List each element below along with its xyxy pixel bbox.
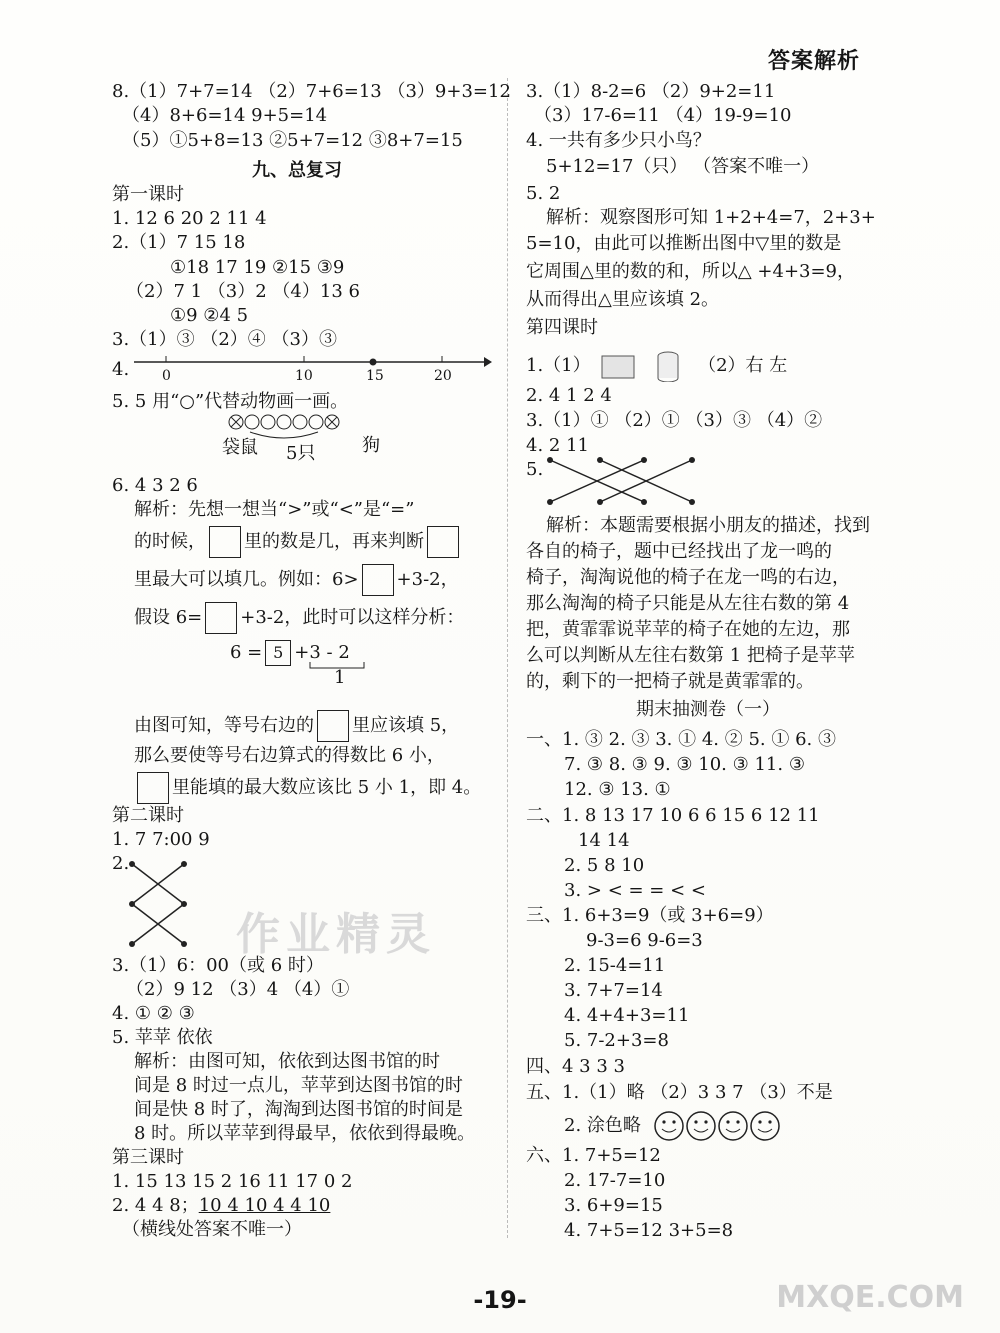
explanation-line (134, 526, 462, 558)
equation-result: 1 (334, 667, 346, 688)
answer-line: 5. 苹苹 依依 (112, 1027, 213, 1048)
lesson-heading: 第三课时 (112, 1147, 184, 1168)
answer-line: 4. 2 11 (526, 435, 589, 456)
section-title: 九、总复习 (252, 160, 342, 181)
explanation-line: 解析：本题需要根据小朋友的描述，找到 (546, 515, 870, 536)
smiley-faces (653, 1110, 793, 1142)
answer-line (526, 350, 787, 382)
blank-box (362, 564, 394, 596)
answer-line: 4. 一共有多少只小鸟？ (526, 130, 711, 151)
explanation-line: 么可以判断从左往右数第 1 把椅子是苹苹 (526, 645, 855, 666)
answer-line: 8.（1）7+7=14 （2）7+6=13 （3）9+3=12 (112, 81, 511, 102)
answer-line: 2. 15-4=11 (564, 955, 666, 976)
lesson-heading: 第二课时 (112, 805, 184, 826)
answer-line: 3.（1）8-2=6 （2）9+2=11 (526, 81, 776, 102)
answer-line: 4. 7+5=12 3+5=8 (564, 1220, 734, 1241)
explanation-line (134, 564, 459, 596)
explanation-line (134, 710, 459, 742)
text: 的时候， (134, 531, 206, 552)
text: 2. 4 4 8； (112, 1195, 199, 1216)
lesson-heading: 第四课时 (526, 317, 598, 338)
tick-label: 0 (162, 368, 171, 384)
answer-line (112, 1194, 330, 1218)
answer-line: 2. 4 1 2 4 (526, 385, 612, 406)
answer-line: 4. ① ② ③ (112, 1003, 195, 1024)
blank-box (209, 526, 241, 558)
column-divider (507, 78, 508, 1238)
text: 假设 6= (134, 607, 203, 628)
smiley-icon (655, 1112, 683, 1140)
explanation-line: 那么要使等号右边算式的得数比 6 小， (134, 745, 445, 766)
label-kangaroo: 袋鼠 (222, 437, 258, 458)
answer-line: 5+12=17（只） （答案不唯一） (546, 156, 820, 177)
cylinder-icon (658, 378, 678, 382)
answer-line: 2. 17-7=10 (564, 1170, 666, 1191)
blank-box (205, 602, 237, 634)
answer-line: 2.（1）7 15 18 (112, 232, 246, 253)
text: +3 - 2 (294, 642, 350, 663)
text: （2）右 左 (698, 355, 788, 376)
underlined-answers: 10 4 10 4 4 10 (198, 1195, 331, 1216)
text: 1.（1） (526, 355, 591, 376)
text: 2. 涂色略 (564, 1115, 641, 1136)
answer-line: 3.（1）③ （2）④ （3）③ (112, 329, 337, 350)
chair-matching-lines (544, 454, 704, 510)
smiley-icon (687, 1112, 715, 1140)
explanation-line: 解析：由图可知，依依到达图书馆的时 (134, 1051, 440, 1072)
answer-line: 14 14 (578, 830, 630, 851)
answer-box: 5 (265, 640, 291, 666)
label-count: 5只 (286, 443, 316, 464)
text: +3-2，此时可以这样分析： (240, 607, 465, 628)
page-number: -19- (473, 1286, 527, 1314)
answer-line: 2. 5 8 10 (564, 855, 645, 876)
explanation-line: 解析：观察图形可知 1+2+4=7，2+3+ (546, 207, 876, 228)
answer-line: 1. 15 13 15 2 16 11 17 0 2 (112, 1171, 353, 1192)
blank-box (137, 772, 169, 804)
explanation-line: 间是快 8 时了，淘淘到达图书馆的时间是 (134, 1099, 463, 1120)
answer-line: 9-3=6 9-6=3 (586, 930, 703, 951)
explanation-line: 各自的椅子，题中已经找出了龙一鸣的 (526, 541, 832, 562)
blank-box (427, 526, 459, 558)
answer-line: 1. 12 6 20 2 11 4 (112, 208, 267, 229)
blank-box (317, 710, 349, 742)
answer-line: 7. ③ 8. ③ 9. ③ 10. ③ 11. ③ (564, 754, 805, 775)
answer-line: 3. 7+7=14 (564, 980, 663, 1001)
answer-line: 1. 7 7:00 9 (112, 829, 210, 850)
answer-line: 3. > < = = < < (564, 880, 706, 901)
answer-line: （2）7 1 （3）2 （4）13 6 (126, 281, 360, 302)
answer-line: 4. 4+4+3=11 (564, 1005, 690, 1026)
explanation-line: 5=10，由此可以推断出图中▽里的数是 (526, 233, 842, 254)
answer-line: （2）9 12 （3）4 （4）① (126, 979, 350, 1000)
explanation-line (134, 772, 481, 804)
text: 里最大可以填几。例如：6> (134, 569, 359, 590)
answer-line: 5. 2 (526, 183, 561, 204)
answer-line: 五、1.（1）略 （2）3 3 7 （3）不是 (526, 1082, 833, 1103)
answer-line: 3.（1）6：00（或 6 时） (112, 955, 324, 976)
explanation-line: 把，黄霏霏说苹苹的椅子在她的左边，那 (526, 619, 850, 640)
answer-line: 5. (526, 459, 544, 480)
answer-line: 6. 4 3 2 6 (112, 475, 198, 496)
note-line: （横线处答案不唯一） (122, 1219, 302, 1240)
explanation-line: 8 时。所以苹苹到得最早，依依到得最晚。 (134, 1123, 476, 1144)
tick-label: 20 (434, 368, 452, 384)
tick-label: 10 (295, 368, 313, 384)
matching-lines (126, 858, 196, 954)
header-title: 答案解析 (767, 49, 860, 74)
text: 里能填的最大数应该比 5 小 1，即 4。 (172, 777, 482, 798)
explanation-line: 椅子，淘淘说他的椅子在龙一鸣的右边， (526, 567, 850, 588)
text: 里应该填 5， (352, 715, 460, 736)
answer-line: （4）8+6=14 9+5=14 (122, 105, 328, 126)
answer-line: 5. 5 用“○”代替动物画一画。 (112, 391, 349, 412)
text: 里的数是几，再来判断 (244, 531, 424, 552)
answer-line: （3）17-6=11 （4）19-9=10 (534, 105, 792, 126)
answer-line: 5. 7-2+3=8 (564, 1030, 669, 1051)
explanation-line: 的，剩下的一把椅子就是黄霏霏的。 (526, 671, 814, 692)
answer-line: 二、1. 8 13 17 10 6 6 15 6 12 11 (526, 805, 820, 826)
answer-line: 3.（1）① （2）① （3）③ （4）② (526, 410, 823, 431)
text: 由图可知，等号右边的 (134, 715, 314, 736)
answer-label: 4. (112, 359, 130, 380)
answer-line: 三、1. 6+3=9（或 3+6=9） (526, 905, 774, 926)
smiley-icon (751, 1112, 779, 1140)
explanation-line: 那么淘淘的椅子只能是从左往右数的第 4 (526, 593, 850, 614)
label-dog: 狗 (362, 435, 380, 456)
explanation-line (134, 602, 464, 634)
explanation-line: 从而得出△里应该填 2。 (526, 289, 720, 310)
answer-line: 四、4 3 3 3 (526, 1056, 625, 1077)
answer-line: （5）①5+8=13 ②5+7=12 ③8+7=15 (122, 130, 463, 151)
answer-line: 六、1. 7+5=12 (526, 1145, 661, 1166)
answer-line: ①18 17 19 ②15 ③9 (170, 257, 345, 278)
explanation-line: 间是 8 时过一点儿，苹苹到达图书馆的时 (134, 1075, 463, 1096)
watermark: 作业精灵 (236, 909, 436, 960)
answer-line: 2. (112, 853, 130, 874)
answer-line (564, 1110, 793, 1142)
shape-icons (596, 350, 692, 382)
smiley-icon (719, 1112, 747, 1140)
site-logo: MXQE.COM (776, 1280, 964, 1315)
exam-title: 期末抽测卷（一） (636, 699, 780, 720)
tick-label: 15 (366, 368, 384, 384)
text: +3-2， (396, 569, 459, 590)
explanation-line: 解析：先想一想当“>”或“<”是“=” (134, 499, 415, 520)
answer-line: 12. ③ 13. ① (564, 779, 671, 800)
answer-line: ①9 ②4 5 (170, 305, 249, 326)
answer-line: 3. 6+9=15 (564, 1195, 663, 1216)
lesson-heading: 第一课时 (112, 184, 184, 205)
answer-line: 一、1. ③ 2. ③ 3. ① 4. ② 5. ① 6. ③ (526, 729, 836, 750)
rectangle-icon (602, 356, 634, 378)
explanation-line: 它周围△里的数的和，所以△ +4+3=9， (526, 261, 856, 282)
text: 6 = (230, 642, 263, 663)
